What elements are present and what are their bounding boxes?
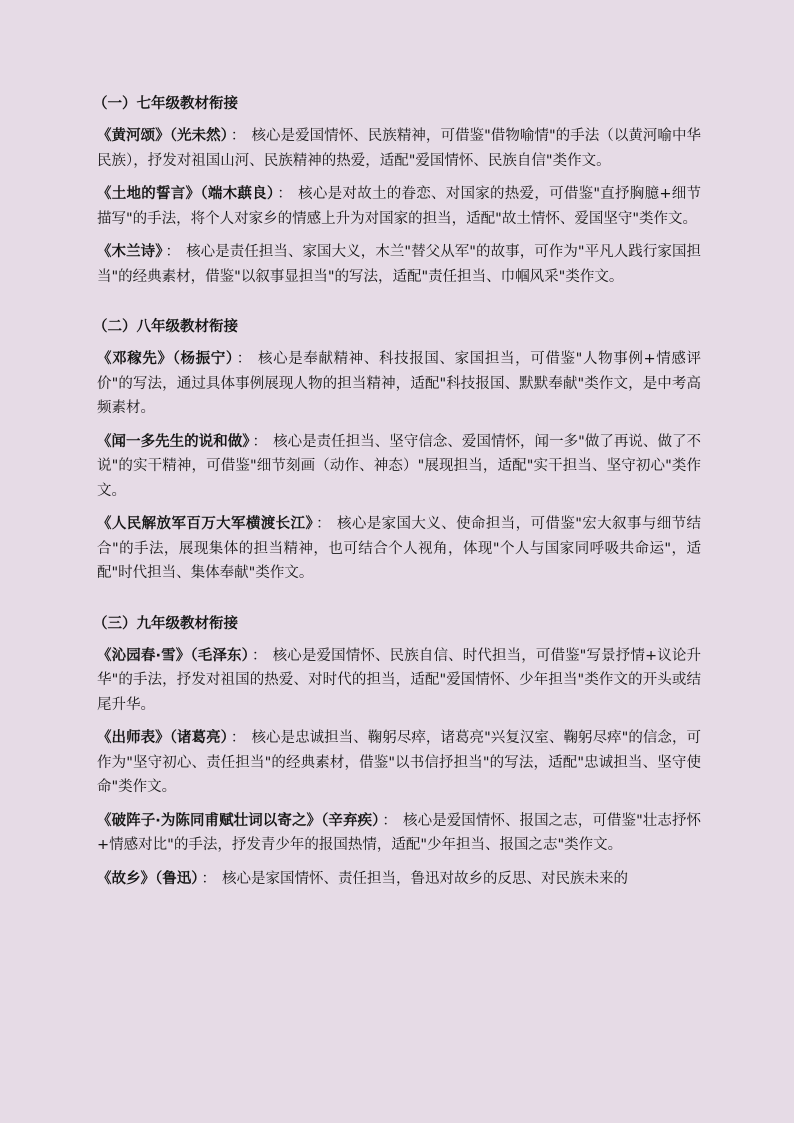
entry-text: 核心是家国情怀、责任担当，鲁迅对故乡的反思、对民族未来的 xyxy=(222,870,628,887)
entry-text: 核心是爱国情怀、民族自信、时代担当，可借鉴"写景抒情+议论升华"的手法，抒发对祖国的热爱、对时代的担当，适配"爱国情怀、少年担当"类作文的开头或结尾升华。 xyxy=(97,647,701,713)
entry-text: 核心是奉献精神、科技报国、家国担当，可借鉴"人物事例+情感评价"的写法，通过具体事例展现人物的担当精神，适配"科技报国、默默奉献"类作文，是中考高频素材。 xyxy=(97,351,702,416)
entry-colon: ： xyxy=(251,647,267,664)
entry-qinyuanchun-snow xyxy=(97,644,701,718)
section-title: （三）九年级教材衔接 xyxy=(93,615,238,632)
entry-colon: ： xyxy=(382,812,397,829)
entry-text: 核心是爱国情怀、民族精神，可借鉴"借物喻情"的手法（以黄河喻中华民族），抒发对祖国山河、民族精神的热爱，适配"爱国情怀、民族自信"类作文。 xyxy=(97,128,702,169)
entry-title: 《人民解放军百万大军横渡长江》 xyxy=(97,516,314,532)
section-grade-9 xyxy=(93,612,702,892)
section-grade-7 xyxy=(93,92,702,289)
entry-land-oath xyxy=(97,182,701,231)
entry-text: 核心是责任担当、坚守信念、爱国情怀，闻一多"做了再说、做了不说"的实干精神，可借鉴"细节刻画（动作、神态）"展现担当，适配"实干担当、坚守初心"类作文。 xyxy=(97,433,702,499)
entry-text: 核心是家国大义、使命担当，可借鉴"宏大叙事与细节结合"的手法，展现集体的担当精神，也可结合个人视角，体现"个人与国家同呼吸共命运"，适配"时代担当、集体奉献"类作文。 xyxy=(97,516,701,581)
entry-text: 核心是责任担当、家国大义，木兰"替父从军"的故事，可作为"平凡人践行家国担当"的经典素材，借鉴"以叙事显担当"的写法，适配"责任担当、巾帼风采"类作文。 xyxy=(97,244,701,285)
entry-title: 《木兰诗》 xyxy=(97,244,163,260)
entry-mulan-poem xyxy=(97,240,701,289)
section-grade-8 xyxy=(93,315,702,586)
entry-colon: ： xyxy=(252,433,268,450)
entry-title: 《闻一多先生的说和做》 xyxy=(97,433,250,450)
entry-colon: ： xyxy=(316,516,331,532)
entry-wen-yiduo xyxy=(97,430,701,504)
entry-hometown xyxy=(97,867,701,892)
entry-title: 《黄河颂》（光未然） xyxy=(97,128,228,144)
entry-text: 核心是忠诚担当、鞠躬尽瘁，诸葛亮"兴复汉室、鞠躬尽瘁"的信念，可作为"坚守初心、责任担当"的经典素材，借鉴"以书信抒担当"的写法，适配"忠诚担当、坚守使命"类作文。 xyxy=(97,730,702,795)
entry-title: 《出师表》（诸葛亮） xyxy=(97,730,228,746)
entry-colon: ： xyxy=(277,186,293,202)
entry-crossing-yangtze xyxy=(97,512,701,586)
entry-title: 《邓稼先》（杨振宁） xyxy=(97,351,234,367)
entry-title: 《故乡》（鲁迅） xyxy=(97,870,199,887)
entry-pozhenzi xyxy=(97,809,701,858)
section-title: （一）七年级教材衔接 xyxy=(93,96,238,112)
entry-title: 《破阵子·为陈同甫赋壮词以寄之》（辛弃疾） xyxy=(97,812,380,829)
entry-text: 核心是爱国情怀、报国之志，可借鉴"壮志抒怀+情感对比"的手法，抒发青少年的报国热情，适配"少年担当、报国之志"类作文。 xyxy=(97,812,702,853)
entry-chushibiao xyxy=(97,726,701,800)
entry-yellow-river-ode xyxy=(97,124,701,173)
entry-title: 《沁园春·雪》（毛泽东） xyxy=(97,647,249,664)
entry-title: 《土地的誓言》（端木蕻良） xyxy=(97,186,275,202)
document-body xyxy=(93,92,702,900)
entry-colon: ： xyxy=(230,730,246,746)
section-title: （二）八年级教材衔接 xyxy=(93,319,238,335)
entry-colon: ： xyxy=(236,351,252,367)
entry-colon: ： xyxy=(230,128,246,144)
entry-deng-jiaxian xyxy=(97,347,701,421)
entry-text: 核心是对故土的眷恋、对国家的热爱，可借鉴"直抒胸臆+细节描写"的手法，将个人对家乡的情感上升为对国家的担当，适配"故土情怀、爱国坚守"类作文。 xyxy=(97,186,702,227)
entry-colon: ： xyxy=(201,870,216,887)
entry-colon: ： xyxy=(165,244,181,260)
